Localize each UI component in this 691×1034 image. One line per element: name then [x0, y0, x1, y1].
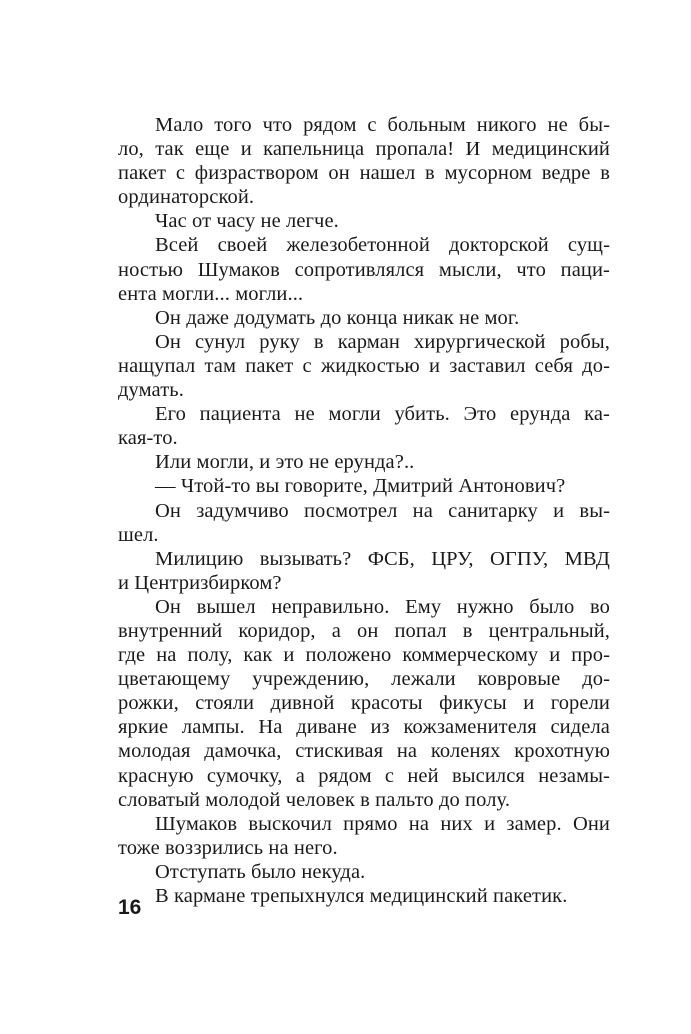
text-line: Или могли, и это не ерунда?..: [155, 451, 415, 474]
text-line: кая-то.: [118, 427, 178, 450]
text-line: нащупал там пакет с жидкостью и заставил себя до-: [118, 354, 610, 377]
text-line: Его пациента не могли убить. Это ерунда ка-: [155, 403, 610, 426]
text-line: Мало того что рядом с больным никого не бы-: [155, 114, 610, 136]
text-line: тоже воззрились на него.: [118, 836, 338, 859]
text-line: внутренний коридор, а он попал в центральный,: [118, 619, 610, 642]
text-line: шел.: [118, 523, 159, 546]
body-text: [118, 113, 610, 908]
text-line: и Центризбирком?: [118, 571, 282, 594]
text-line: Час от часу не легче.: [155, 210, 339, 233]
text-line: Он даже додумать до конца никак не мог.: [155, 306, 520, 329]
text-line: Отступать было некуда.: [155, 860, 366, 883]
text-line: Всей своей железобетонной докторской сущ-: [155, 234, 610, 257]
text-line: ностью Шумаков сопротивлялся мысли, что паци-: [118, 258, 610, 281]
text-line: думать.: [118, 379, 184, 402]
text-line: красную сумочку, а рядом с ней высился незамы-: [118, 764, 610, 787]
text-line: словатый молодой человек в пальто до полу.: [118, 788, 511, 811]
text-line: Он сунул руку в карман хирургической робы,: [155, 330, 610, 353]
text-line: — Чтой-то вы говорите, Дмитрий Антонович?: [155, 475, 566, 498]
text-line: Он вышел неправильно. Ему нужно было во: [155, 595, 610, 618]
text-line: Шумаков выскочил прямо на них и замер. Они: [155, 812, 610, 835]
text-line: ло, так еще и капельница пропала! И медицинский: [118, 138, 610, 161]
text-line: ента могли... могли...: [118, 282, 304, 305]
text-line: Милицию вызывать? ФСБ, ЦРУ, ОГПУ, МВД: [155, 547, 610, 570]
text-line: цветающему учреждению, лежали ковровые до-: [118, 668, 610, 691]
text-line: Он задумчиво посмотрел на санитарку и вы-: [155, 499, 610, 522]
text-line: В кармане трепыхнулся медицинский пакетик.: [155, 885, 568, 907]
page-number: 16: [118, 896, 142, 919]
text-line: пакет с физраствором он нашел в мусорном ведре в: [118, 162, 610, 185]
text-line: яркие лампы. На диване из кожзаменителя сидела: [118, 716, 610, 739]
text-line: молодая дамочка, стискивая на коленях крохотную: [118, 740, 610, 763]
text-line: рожки, стояли дивной красоты фикусы и горели: [118, 692, 610, 715]
text-line: ординаторской.: [118, 186, 255, 209]
text-line: где на полу, как и положено коммерческому и про-: [118, 644, 610, 667]
